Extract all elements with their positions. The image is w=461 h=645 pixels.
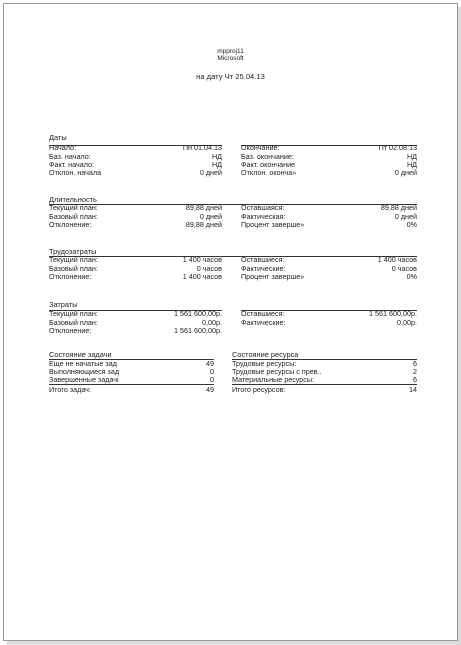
task-completed-row: Завершенные задачі 0 [49, 375, 214, 384]
costs-actual-row: Фактические: 0,00р. [241, 318, 417, 327]
duration-remaining-row: Оставшаяся: 89,88 дней [241, 203, 417, 212]
dates-start-variance-row: Отклон. начала 0 дней [49, 168, 222, 177]
duration-percent-row: Процент заверше» 0% [241, 220, 417, 229]
task-total-row: Итого задач: 49 [49, 385, 214, 394]
work-variance-row: Отклонение: 1 400 часов [49, 272, 222, 281]
resource-total-row: Итого ресурсов: 14 [232, 385, 417, 394]
work-percent-row: Процент заверше» 0% [241, 272, 417, 281]
dates-finish-row: Окончание: Пт 02.08.13 [241, 143, 417, 152]
project-name: mpproj11 [217, 48, 244, 55]
report-page [3, 3, 458, 641]
dates-baseline-finish-row: Баз. окончание: НД [241, 152, 417, 161]
resource-overallocated-row: Трудовые ресурсы с прев.. 2 [232, 367, 417, 376]
dates-baseline-start-row: Баз. начало: НД [49, 152, 222, 161]
work-baseline-row: Базовый план: 0 часов [49, 264, 222, 273]
work-current-row: Текущий план: 1 400 часов [49, 255, 222, 264]
task-not-started-row: Еще не начатые зад 49 [49, 359, 214, 368]
dates-actual-start-row: Факт. начало: НД [49, 160, 222, 169]
report-date: на дату Чт 25.04.13 [196, 72, 265, 81]
duration-baseline-row: Базовый план: 0 дней [49, 212, 222, 221]
costs-variance-row: Отклонение: 1 561 600,00р. [49, 326, 222, 335]
duration-section-title: Длительность [49, 195, 97, 204]
dates-finish-variance-row: Отклон. оконча» 0 дней [241, 168, 417, 177]
work-remaining-row: Оставшиеся: 1 400 часов [241, 255, 417, 264]
costs-baseline-row: Базовый план: 0,00р. [49, 318, 222, 327]
duration-variance-row: Отклонение: 89,88 дней [49, 220, 222, 229]
resource-material-row: Материальные ресурсы: 6 [232, 375, 417, 384]
task-status-title: Состояние задачи [49, 350, 112, 359]
resource-work-row: Трудовые ресурсы: 6 [232, 359, 417, 368]
costs-remaining-row: Оставшиеся: 1 561 600,00р. [241, 309, 417, 318]
dates-start-row: Начало: Пн 01.04.13 [49, 143, 222, 152]
work-section-title: Трудозатраты [49, 247, 97, 256]
costs-section-title: Затраты [49, 300, 78, 309]
resource-status-title: Состояние ресурса [232, 350, 299, 359]
company-name: Microsoft [217, 55, 244, 62]
work-actual-row: Фактические: 0 часов [241, 264, 417, 273]
task-in-progress-row: Выполняющиеся зад 0 [49, 367, 214, 376]
duration-actual-row: Фактическая: 0 дней [241, 212, 417, 221]
dates-section-title: Даты [49, 133, 67, 142]
costs-current-row: Текущий план: 1 561 600,00р. [49, 309, 222, 318]
dates-actual-finish-row: Факт. окончание НД [241, 160, 417, 169]
duration-current-row: Текущий план: 89,88 дней [49, 203, 222, 212]
